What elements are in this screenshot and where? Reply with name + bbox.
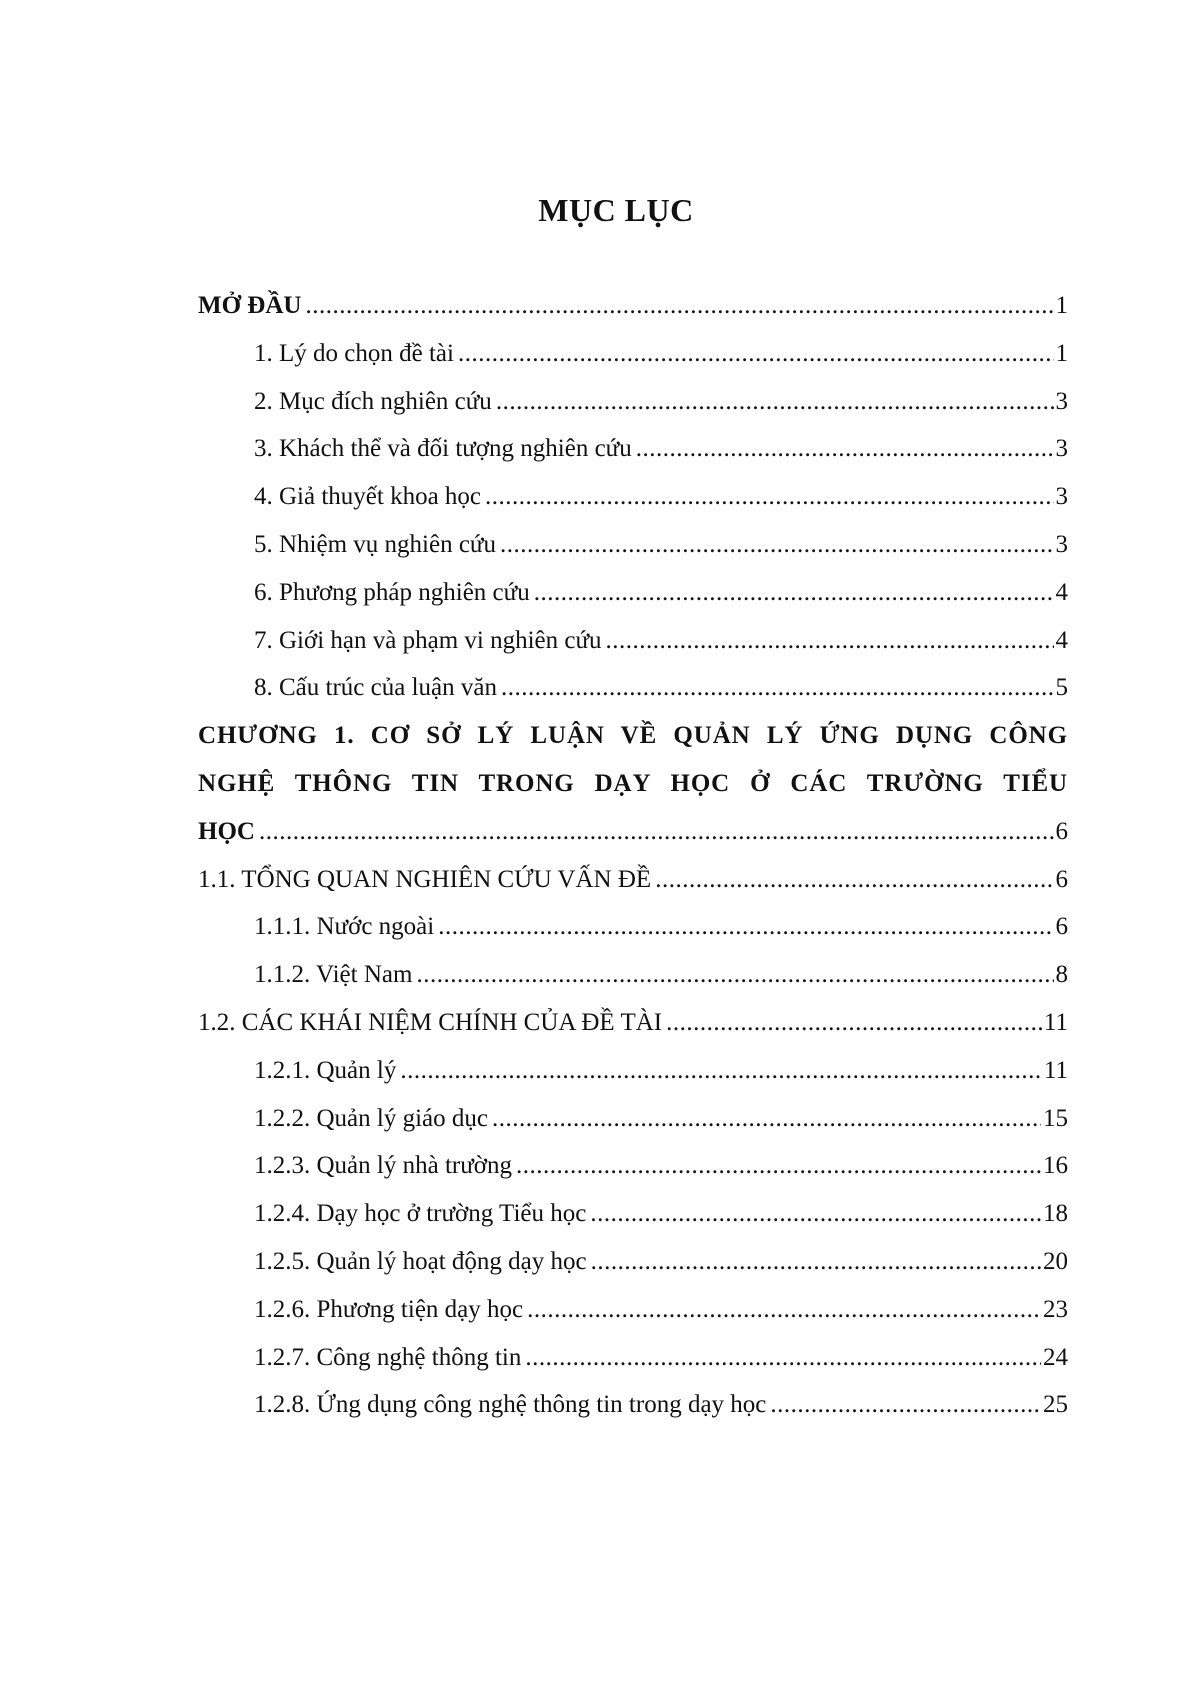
- toc-entry[interactable]: [198, 1057, 1068, 1105]
- toc-page-number: 11: [1043, 1056, 1068, 1084]
- toc-page-number: 6: [1055, 817, 1068, 845]
- toc-page-number: 3: [1055, 483, 1068, 511]
- dot-leader: [525, 1344, 1041, 1372]
- page-title: MỤC LỤC: [538, 192, 694, 228]
- toc-entry-section-1-1[interactable]: [198, 866, 1068, 914]
- toc-page-number: 25: [1043, 1391, 1068, 1419]
- toc-page-number: 1: [1055, 339, 1068, 367]
- toc-page-number: 4: [1055, 578, 1068, 606]
- toc-page-number: 16: [1043, 1152, 1068, 1180]
- dot-leader: [527, 1296, 1041, 1324]
- toc-entry-label: 1.2.5. Quản lý hoạt động dạy học: [254, 1247, 587, 1275]
- toc-entry-label: 1.1.2. Việt Nam: [254, 961, 413, 989]
- toc-entry-label: HỌC: [198, 817, 255, 845]
- toc-page-number: 4: [1055, 626, 1068, 654]
- toc-entry-label: 6. Phương pháp nghiên cứu: [254, 578, 530, 606]
- toc-entry-label: 1.2.4. Dạy học ở trường Tiểu học: [254, 1200, 587, 1228]
- toc-entry-label: 1.2.2. Quản lý giáo dục: [254, 1104, 488, 1132]
- toc-entry-label: 1.2.3. Quản lý nhà trường: [254, 1152, 512, 1180]
- toc-entry-label: 2. Mục đích nghiên cứu: [254, 387, 492, 415]
- dot-leader: [516, 1152, 1041, 1180]
- dot-leader: [666, 1009, 1042, 1037]
- toc-entry[interactable]: [198, 674, 1068, 722]
- toc-entry[interactable]: [198, 483, 1068, 531]
- toc-entry[interactable]: [198, 961, 1068, 1009]
- dot-leader: [590, 1200, 1041, 1228]
- toc-entry[interactable]: [198, 579, 1068, 627]
- toc-entry-label: 1.2.7. Công nghệ thông tin: [254, 1343, 522, 1371]
- toc-entry-label: MỞ ĐẦU: [198, 292, 302, 319]
- dot-leader: [655, 866, 1053, 894]
- toc-entry-intro[interactable]: [198, 292, 1068, 340]
- toc-entry-label: 1.2.6. Phương tiện dạy học: [254, 1295, 524, 1323]
- dot-leader: [636, 435, 1054, 463]
- toc-entry[interactable]: [198, 1200, 1068, 1248]
- toc-entry[interactable]: [198, 1105, 1068, 1153]
- chapter-title-line-1: CHƯƠNG 1. CƠ SỞ LÝ LUẬN VỀ QUẢN LÝ ỨNG DỤNG CÔNG: [198, 722, 1068, 750]
- toc-entry-label: 7. Giới hạn và phạm vi nghiên cứu: [254, 626, 602, 654]
- dot-leader: [492, 1105, 1041, 1133]
- toc-page-number: 6: [1055, 913, 1068, 941]
- toc-entry-label: 5. Nhiệm vụ nghiên cứu: [254, 530, 496, 558]
- toc-page-number: 23: [1043, 1295, 1068, 1323]
- toc-entry[interactable]: [198, 1391, 1068, 1439]
- toc-page-number: 8: [1055, 961, 1068, 989]
- dot-leader: [458, 340, 1054, 368]
- dot-leader: [259, 818, 1054, 846]
- toc-entry[interactable]: [198, 1248, 1068, 1296]
- toc-page-number: 11: [1043, 1008, 1068, 1036]
- toc-entry-label: 4. Giả thuyết khoa học: [254, 483, 482, 511]
- toc-entry-label: 1. Lý do chọn đề tài: [254, 339, 454, 367]
- toc-entry-section-1-2[interactable]: [198, 1009, 1068, 1057]
- dot-leader: [438, 913, 1053, 941]
- dot-leader: [305, 292, 1053, 320]
- toc-page-number: 6: [1055, 865, 1068, 893]
- toc-entry-label: 1.1.1. Nước ngoài: [254, 913, 435, 941]
- toc-entry-label: 1.2.8. Ứng dụng công nghệ thông tin trong dạy học: [254, 1391, 767, 1419]
- toc-entry[interactable]: [198, 340, 1068, 388]
- toc-entry-chapter-1[interactable]: [198, 722, 1068, 865]
- toc-entry-label: 8. Cấu trúc của luận văn: [254, 674, 497, 702]
- toc-entry[interactable]: [198, 1152, 1068, 1200]
- dot-leader: [606, 627, 1054, 655]
- toc-entry-label: 3. Khách thể và đối tượng nghiên cứu: [254, 435, 632, 463]
- toc-page-number: 20: [1043, 1247, 1068, 1275]
- dot-leader: [496, 388, 1054, 416]
- chapter-title-line-3: [198, 818, 1068, 866]
- toc-entry[interactable]: [198, 388, 1068, 436]
- dot-leader: [485, 483, 1053, 511]
- dot-leader: [416, 961, 1053, 989]
- dot-leader: [500, 531, 1054, 559]
- toc-page-number: 5: [1055, 674, 1068, 702]
- toc-page-number: 3: [1055, 435, 1068, 463]
- toc-page-number: 1: [1055, 292, 1068, 319]
- toc-entry[interactable]: [198, 913, 1068, 961]
- toc-entry-label: 1.2. CÁC KHÁI NIỆM CHÍNH CỦA ĐỀ TÀI: [198, 1008, 663, 1036]
- dot-leader: [591, 1248, 1041, 1276]
- table-of-contents: [198, 292, 1068, 1439]
- toc-page-number: 3: [1055, 530, 1068, 558]
- dot-leader: [501, 674, 1054, 702]
- toc-entry[interactable]: [198, 1296, 1068, 1344]
- toc-entry[interactable]: [198, 627, 1068, 675]
- toc-page-number: 15: [1043, 1104, 1068, 1132]
- dot-leader: [534, 579, 1054, 607]
- toc-page-number: 18: [1043, 1200, 1068, 1228]
- toc-page-number: 24: [1043, 1343, 1068, 1371]
- chapter-title-line-2: NGHỆ THÔNG TIN TRONG DẠY HỌC Ở CÁC TRƯỜNG TIỂU: [198, 769, 1068, 797]
- toc-entry-label: 1.1. TỔNG QUAN NGHIÊN CỨU VẤN ĐỀ: [198, 865, 652, 893]
- toc-entry[interactable]: [198, 531, 1068, 579]
- toc-entry[interactable]: [198, 435, 1068, 483]
- toc-entry[interactable]: [198, 1344, 1068, 1392]
- toc-page-number: 3: [1055, 387, 1068, 415]
- toc-entry-label: 1.2.1. Quản lý: [254, 1056, 397, 1084]
- dot-leader: [400, 1057, 1042, 1085]
- dot-leader: [770, 1391, 1041, 1419]
